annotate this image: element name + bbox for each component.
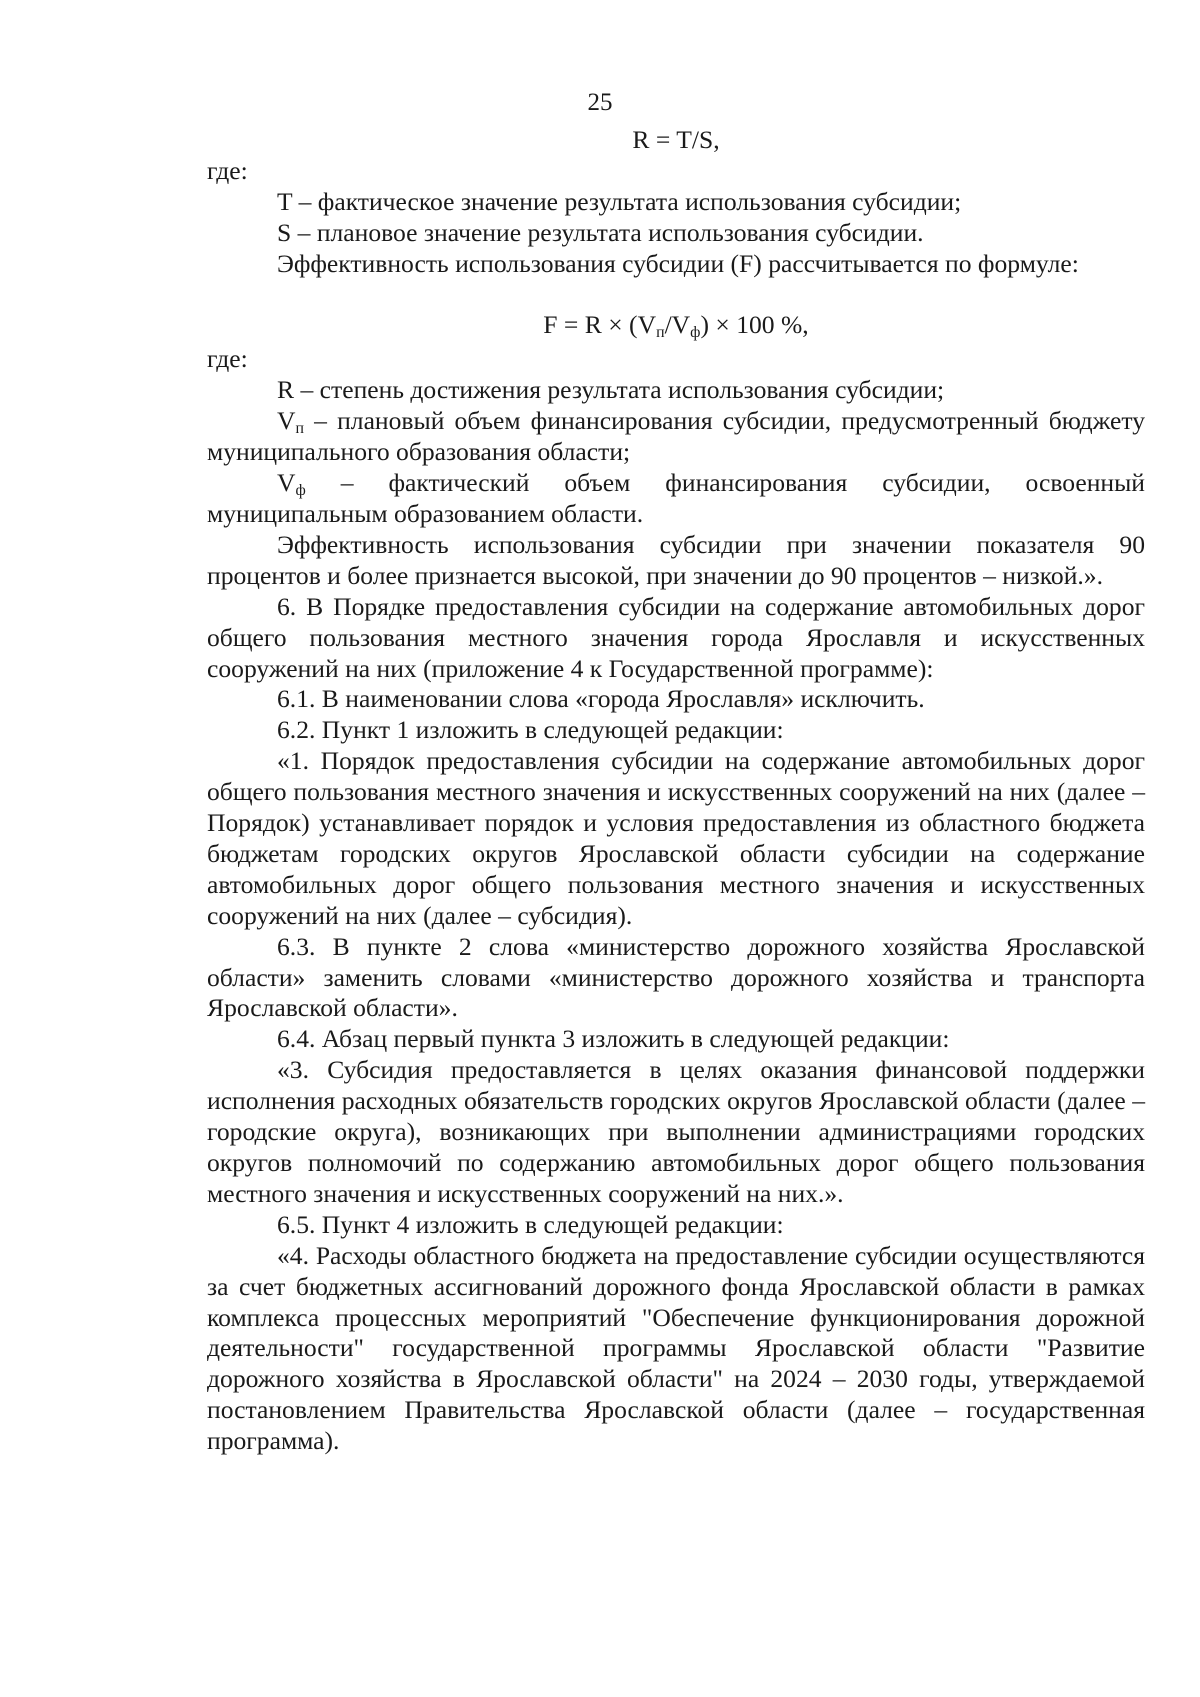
document-body [207,125,1145,1457]
quote-point-4: «4. Расходы областного бюджета на предоставление субсидии осуществляются за счет бюджетных ассигнований дорожного фонда Ярославской области в рамках комплекса процессных мероприятий "Обеспечение функционирования дорожной деятельности" государственной программы Ярославской области "Развитие дорожного хозяйства в Ярославской области" на 2024 – 2030 годы, утверждаемой постановлением Правительства Ярославской области (далее – государственная программа). [207,1240,1145,1456]
formula-f-sub-plan: п [656,323,665,341]
formula-r: R = T/S, [632,125,720,154]
vp-text: – плановый объем финансирования субсидии, предусмотренный бюджету муниципального образования области; [207,406,1145,467]
item-6-4: 6.4. Абзац первый пункта 3 изложить в следующей редакции: [277,1024,950,1054]
formula-f-mid: /V [664,309,691,339]
item-6-5: 6.5. Пункт 4 изложить в следующей редакции: [277,1209,784,1239]
page-number: 25 [587,89,613,116]
formula-f-sub-fact: ф [690,323,701,341]
item-6-1: 6.1. В наименовании слова «города Ярославля» исключить. [277,684,925,714]
quote-point-3: «3. Субсидия предоставляется в целях оказания финансовой поддержки исполнения расходных обязательств городских округов Ярославской области (далее – городские округа), возникающих при выполнении администрациями городских округов полномочий по содержанию автомобильных дорог общего пользования местного значения и искусственных сооружений на них.». [207,1055,1145,1208]
efficiency-intro: Эффективность использования субсидии (F) рассчитывается по формуле: [277,248,1079,278]
item-6: 6. В Порядке предоставления субсидии на содержание автомобильных дорог общего пользования местного значения города Ярославля и искусственных сооружений на них (приложение 4 к Государственной программе): [207,591,1145,683]
vf-symbol: V [277,468,296,498]
formula-f-lead: F = R × (V [543,309,657,339]
formula-f [207,310,1145,341]
vp-subscript: п [295,420,304,438]
definition-vf [207,468,1145,530]
definition-s: S – плановое значение результата использования субсидии. [277,217,924,247]
vf-text: – фактический объем финансирования субсидии, освоенный муниципальным образованием области. [207,468,1145,528]
definition-vp [207,406,1145,468]
vp-symbol: V [277,406,296,436]
definition-t: T – фактическое значение результата использования субсидии; [277,186,962,216]
quote-point-1: «1. Порядок предоставления субсидии на содержание автомобильных дорог общего пользования местного значения и искусственных сооружений на них (далее – Порядок) устанавливает порядок и условия предоставления из областного бюджета бюджетам городских округов Ярославской области субсидии на содержание автомобильных дорог общего пользования местного значения и искусственных сооружений на них (далее – субсидия). [207,746,1145,930]
item-6-2: 6.2. Пункт 1 изложить в следующей редакции: [277,715,784,745]
definition-r: R – степень достижения результата использования субсидии; [277,375,945,405]
item-6-3: 6.3. В пункте 2 слова «министерство дорожного хозяйства Ярославской области» заменить словами «министерство дорожного хозяйства и транспорта Ярославской области». [207,931,1145,1023]
efficiency-rating: Эффективность использования субсидии при значении показателя 90 процентов и более признается высокой, при значении до 90 процентов – низкой.». [207,529,1145,590]
formula-f-tail: ) × 100 %, [700,309,809,339]
vf-subscript: ф [295,482,306,500]
where-label: где: [207,155,248,185]
where-label: где: [207,344,248,374]
